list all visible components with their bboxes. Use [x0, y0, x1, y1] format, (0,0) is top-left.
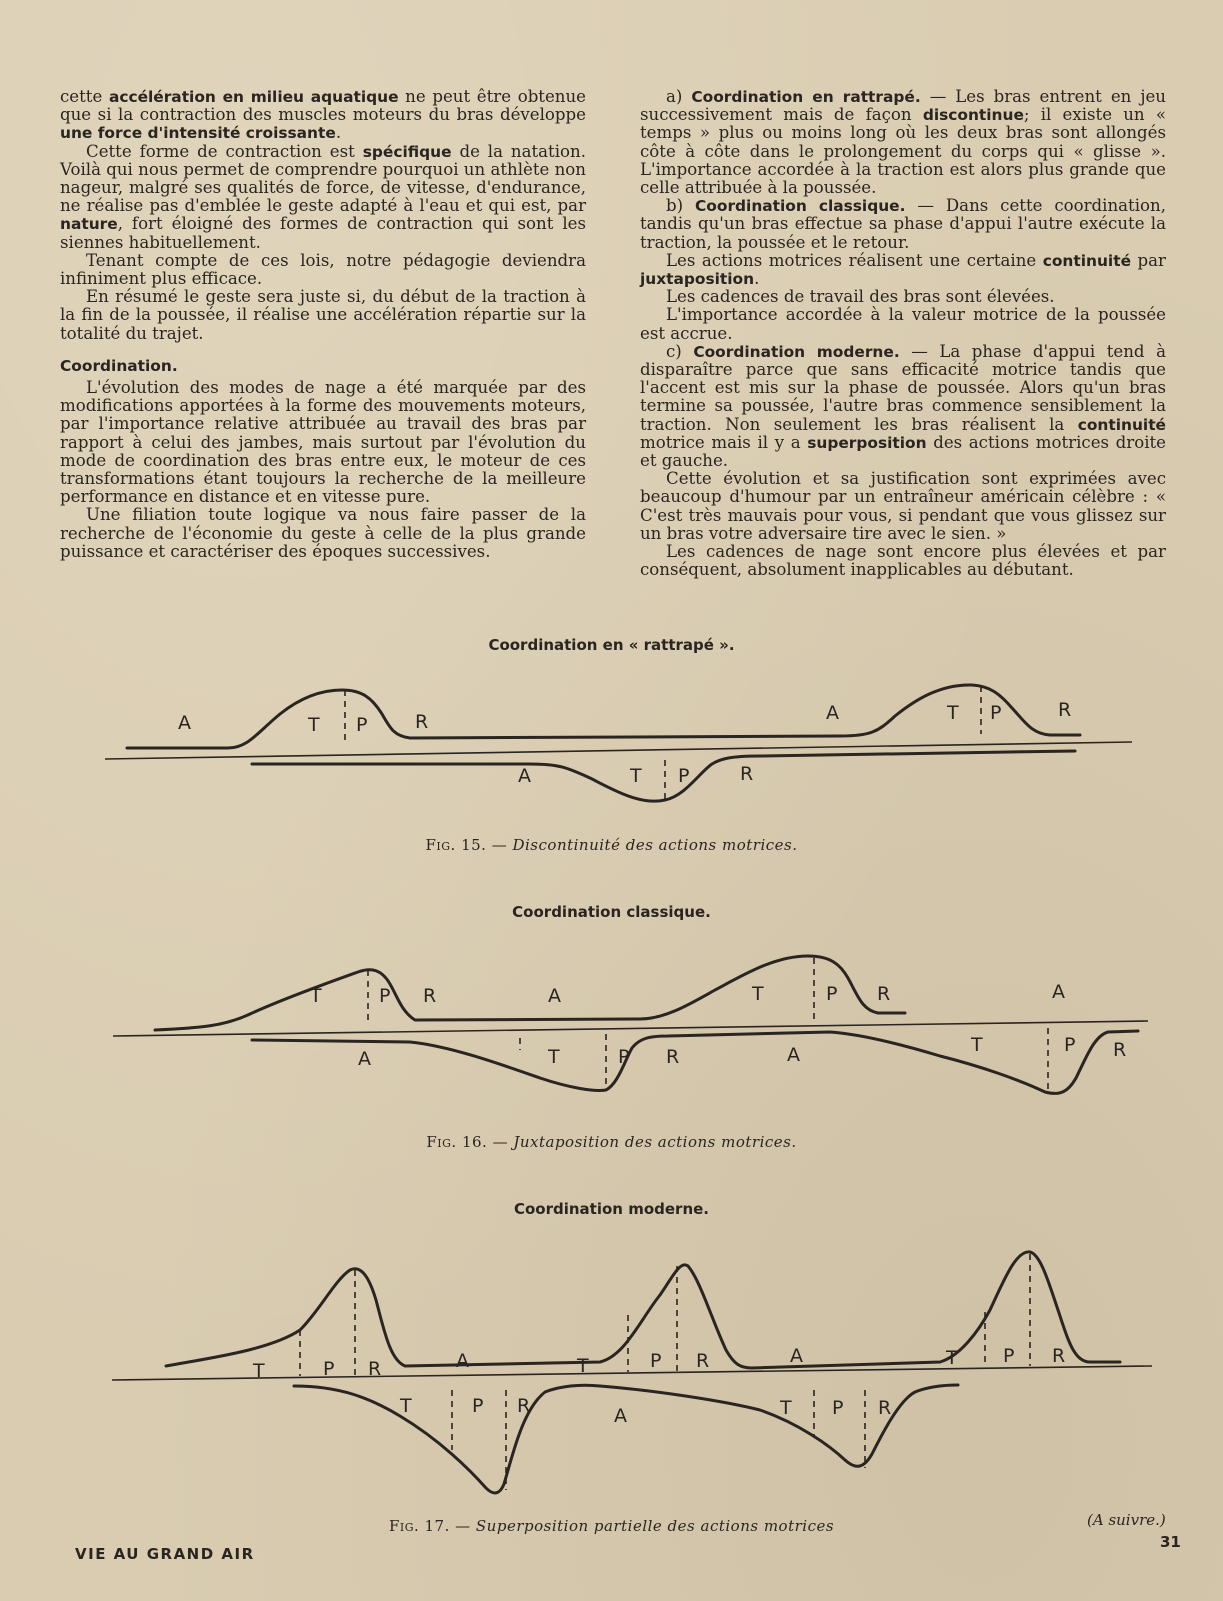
text: des actions motrices droite et gauche. — [640, 432, 1167, 471]
fig17-label-r: R — [1052, 1345, 1066, 1367]
text: par — [1131, 250, 1166, 270]
caption-text: Discontinuité des actions motrices. — [512, 836, 798, 854]
fig15-label-a: A — [826, 702, 839, 724]
paragraph — [60, 88, 586, 143]
caption-number: Fig. 15. — — [425, 836, 513, 854]
fig17-label-r: R — [878, 1397, 892, 1419]
fig15-label-t: T — [630, 765, 642, 787]
fig15-axis — [105, 742, 1132, 759]
text: de la natation. Voilà qui nous permet de comprendre pourquoi un athlète non nageur, malgré ses qualités de force, de vitesse, d'endurance, ne réalise pas d'emblée le geste adapté à l'eau et qui est, par — [60, 141, 586, 216]
text: , fort éloigné des formes de contraction qui sont les siennes habituellement. — [60, 214, 586, 252]
text: cette — [60, 87, 109, 106]
paragraph-b — [640, 197, 1166, 252]
bold-text: spécifique — [362, 142, 452, 161]
fig16-label-a: A — [548, 985, 561, 1007]
bold-text: accélération en milieu aquatique — [108, 88, 399, 106]
section-heading: Coordination. — [60, 356, 178, 375]
fig16-label-r: R — [1113, 1039, 1127, 1061]
continued-note: (A suivre.) — [1087, 1511, 1166, 1529]
paragraph: L'importance accordée à la valeur motrice de la poussée est accrue. — [640, 305, 1166, 343]
fig16-upper-curve — [155, 956, 905, 1030]
fig17-label-a: A — [456, 1350, 469, 1372]
paragraph: Les cadences de nage sont encore plus élevées et par conséquent, absolument inapplicables au débutant. — [640, 542, 1166, 580]
bold-text: discontinue — [922, 106, 1024, 125]
text: — Les bras entrent en jeu successivement mais de façon — [640, 87, 1166, 125]
text: c) — [666, 341, 694, 361]
fig16-label-a: A — [358, 1048, 371, 1070]
fig16-label-r: R — [877, 983, 891, 1005]
fig15-label-t: T — [308, 714, 320, 736]
paragraph-a — [640, 88, 1166, 197]
fig17-label-p: P — [650, 1350, 662, 1372]
fig15-lower-curve — [252, 751, 1075, 801]
text: Cette forme de contraction est — [86, 141, 363, 161]
caption-number: Fig. 16. — — [426, 1133, 514, 1151]
fig16-diagram — [0, 940, 1223, 1110]
bold-text: continuité — [1042, 251, 1132, 270]
paragraph: Les cadences de travail des bras sont élevées. — [666, 287, 1055, 307]
fig16-label-a: A — [1052, 981, 1065, 1003]
fig17-label-a: A — [790, 1345, 803, 1367]
fig17-lower-curve — [294, 1385, 958, 1493]
paragraph — [640, 252, 1166, 288]
text: b) — [666, 196, 695, 216]
page-number: 31 — [1160, 1533, 1181, 1551]
fig15-upper-curve — [127, 685, 1080, 748]
caption-text: Juxtaposition des actions motrices. — [513, 1133, 797, 1151]
fig15-label-p: P — [356, 714, 368, 736]
fig15-label-p: P — [990, 702, 1002, 724]
fig17-title: Coordination moderne. — [513, 1200, 709, 1218]
paragraph: Cette évolution et sa justification sont exprimées avec beaucoup d'humour par un entraîneur américain célèbre : « C'est très mauvais pour vous, si pendant que vous glissez sur un bras votre adversaire tire avec le sien. » — [640, 469, 1166, 543]
fig15-label-a: A — [178, 712, 191, 734]
fig17-label-p: P — [832, 1397, 844, 1419]
fig16-caption — [0, 1133, 1223, 1151]
paragraph: L'évolution des modes de nage a été marquée par des modifications apportées à la forme des mouvements moteurs, par l'importance relative attribuée au travail des bras par rapport à celui des jambes, mais surtout par l'évolution du mode de coordination des bras entre eux, le moteur de ces transformations étant toujours la recherche de la meilleure performance en distance et en vitesse pure. — [60, 378, 586, 507]
bold-text: une force d'intensité croissante — [60, 124, 336, 143]
paragraph: Une filiation toute logique va nous faire passer de la recherche de l'économie du geste à celle de la plus grande puissance et caractériser des époques successives. — [60, 505, 586, 561]
fig17-label-r: R — [517, 1395, 531, 1417]
fig16-label-p: P — [379, 985, 391, 1007]
fig17-label-t: T — [400, 1395, 412, 1417]
paragraph: En résumé le geste sera juste si, du début de la traction à la fin de la poussée, il réalise une accélération répartie sur la totalité du trajet. — [60, 287, 586, 343]
fig15-caption — [0, 836, 1223, 854]
fig16-label-t: T — [310, 985, 322, 1007]
fig15-title: Coordination en « rattrapé ». — [488, 636, 735, 654]
fig17-label-t: T — [577, 1355, 589, 1377]
fig16-label-t: T — [752, 983, 764, 1005]
fig17-label-t: T — [780, 1397, 792, 1419]
fig17-label-t: T — [253, 1360, 265, 1382]
bold-text: Coordination classique. — [695, 197, 906, 216]
fig15-diagram — [0, 660, 1223, 820]
fig16-axis — [113, 1021, 1148, 1036]
bold-text: Coordination moderne. — [693, 342, 900, 361]
bold-text: superposition — [807, 433, 927, 452]
fig17-axis — [112, 1366, 1152, 1380]
bold-text: Coordination en rattrapé. — [691, 88, 921, 106]
bold-text: juxtaposition — [640, 270, 755, 289]
caption-number: Fig. 17. — — [388, 1517, 476, 1535]
right-column — [640, 88, 1166, 579]
fig17-upper-curve — [166, 1252, 1120, 1368]
text: . — [335, 123, 342, 143]
fig16-lower-curve — [252, 1031, 1138, 1093]
text: Les actions motrices réalisent une certaine — [666, 250, 1043, 270]
left-column — [60, 88, 586, 561]
paragraph — [60, 143, 586, 252]
fig15-label-r: R — [1058, 699, 1072, 721]
fig15-label-p: P — [678, 765, 690, 787]
paragraph-c — [640, 343, 1166, 470]
fig16-label-p: P — [618, 1046, 630, 1068]
fig16-label-a: A — [787, 1044, 800, 1066]
text: — La phase d'appui tend à disparaître parce que sans efficacité motrice tandis que l'accent est mis sur la phase de poussée. Alors qu'un bras termine sa poussée, l'autre bras commence sensiblement la traction. Non seulement les bras réalisent la — [640, 341, 1166, 434]
fig15-label-r: R — [415, 711, 429, 733]
bold-text: nature — [60, 215, 118, 234]
fig16-label-r: R — [423, 985, 437, 1007]
magazine-name: VIE AU GRAND AIR — [75, 1545, 255, 1563]
fig15-label-r: R — [740, 763, 754, 785]
fig17-label-p: P — [323, 1358, 335, 1380]
text: a) — [666, 87, 692, 106]
text: — Dans cette coordination, tandis qu'un bras effectue sa phase d'appui l'autre exécute la traction, la poussée et le retour. — [640, 196, 1166, 252]
paragraph: Tenant compte de ces lois, notre pédagogie deviendra infiniment plus efficace. — [60, 250, 586, 289]
text: . — [754, 269, 760, 289]
fig17-diagram — [0, 1240, 1223, 1500]
text: ne peut être obtenue que si la contraction des muscles moteurs du bras développe — [60, 87, 586, 125]
bold-text: continuité — [1077, 415, 1166, 434]
fig17-label-t: T — [946, 1347, 958, 1369]
text: motrice mais il y a — [640, 432, 808, 452]
fig16-label-p: P — [826, 983, 838, 1005]
fig17-caption — [0, 1517, 1223, 1535]
fig16-label-p: P — [1064, 1034, 1076, 1056]
caption-text: Superposition partielle des actions motrices — [475, 1517, 835, 1535]
fig15-label-a: A — [518, 765, 531, 787]
fig15-label-t: T — [947, 702, 959, 724]
fig17-label-p: P — [472, 1395, 484, 1417]
text: ; il existe un « temps » plus ou moins long où les deux bras sont allongés côte à côte dans le prolongement du corps qui « glisse ». L'importance accordée à la traction est alors plus grande que celle attribuée à la poussée. — [640, 105, 1166, 198]
fig17-label-r: R — [368, 1358, 382, 1380]
fig16-label-t: T — [548, 1046, 560, 1068]
fig17-label-p: P — [1003, 1345, 1015, 1367]
fig17-label-r: R — [696, 1350, 710, 1372]
fig16-label-r: R — [666, 1046, 680, 1068]
fig16-title: Coordination classique. — [512, 903, 711, 921]
fig16-label-t: T — [971, 1034, 983, 1056]
fig17-label-a: A — [614, 1405, 627, 1427]
